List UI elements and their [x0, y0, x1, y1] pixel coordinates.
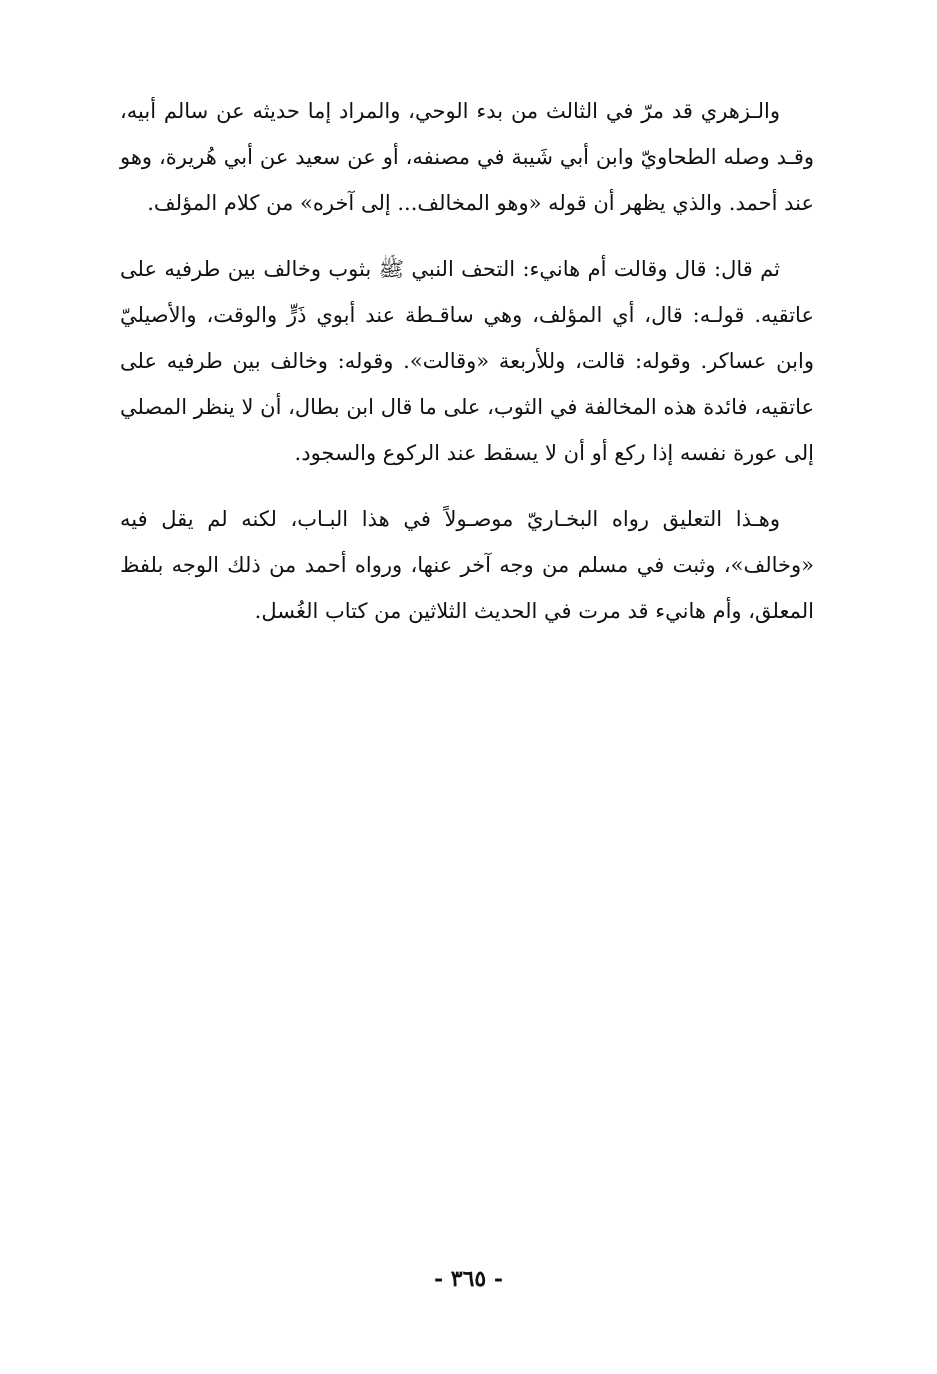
paragraph-1: والـزهري قد مرّ في الثالث من بدء الوحي، والمراد إما حديثه عن سالم أبيه، وقـد وصله الطحاويّ وابن أبي شَيبة في مصنفه، أو عن سعيد عن أبي هُريرة، وهو عند أحمد. والذي يظهر أن قوله «وهو المخالف... إلى آخره» من كلام المؤلف.	[120, 99, 814, 215]
main-text	[120, 88, 814, 654]
page-number: - ٣٦٥ -	[433, 1266, 504, 1292]
paragraph-3: وهـذا التعليق رواه البخـاريّ موصـولاً في هذا البـاب، لكنه لم يقل فيه «وخالف»، وثبت في مسلم من وجه آخر عنها، ورواه أحمد من ذلك الوجه بلفظ المعلق، وأم هانيء قد مرت في الحديث الثلاثين من كتاب الغُسل.	[120, 507, 814, 623]
paragraph-2: ثم قال: قال وقالت أم هانيء: التحف النبي ﷺ بثوب وخالف بين طرفيه على عاتقيه. قولـه: قال، أي المؤلف، وهي ساقـطة عند أبوي ذَرٍّ والوقت، والأصيليّ وابن عساكر. وقوله: قالت، وللأربعة «وقالت». وقوله: وخالف بين طرفيه على عاتقيه، فائدة هذه المخالفة في الثوب، على ما قال ابن بطال، أن لا ينظر المصلي إلى عورة نفسه إذا ركع أو أن لا يسقط عند الركوع والسجود.	[120, 257, 814, 465]
